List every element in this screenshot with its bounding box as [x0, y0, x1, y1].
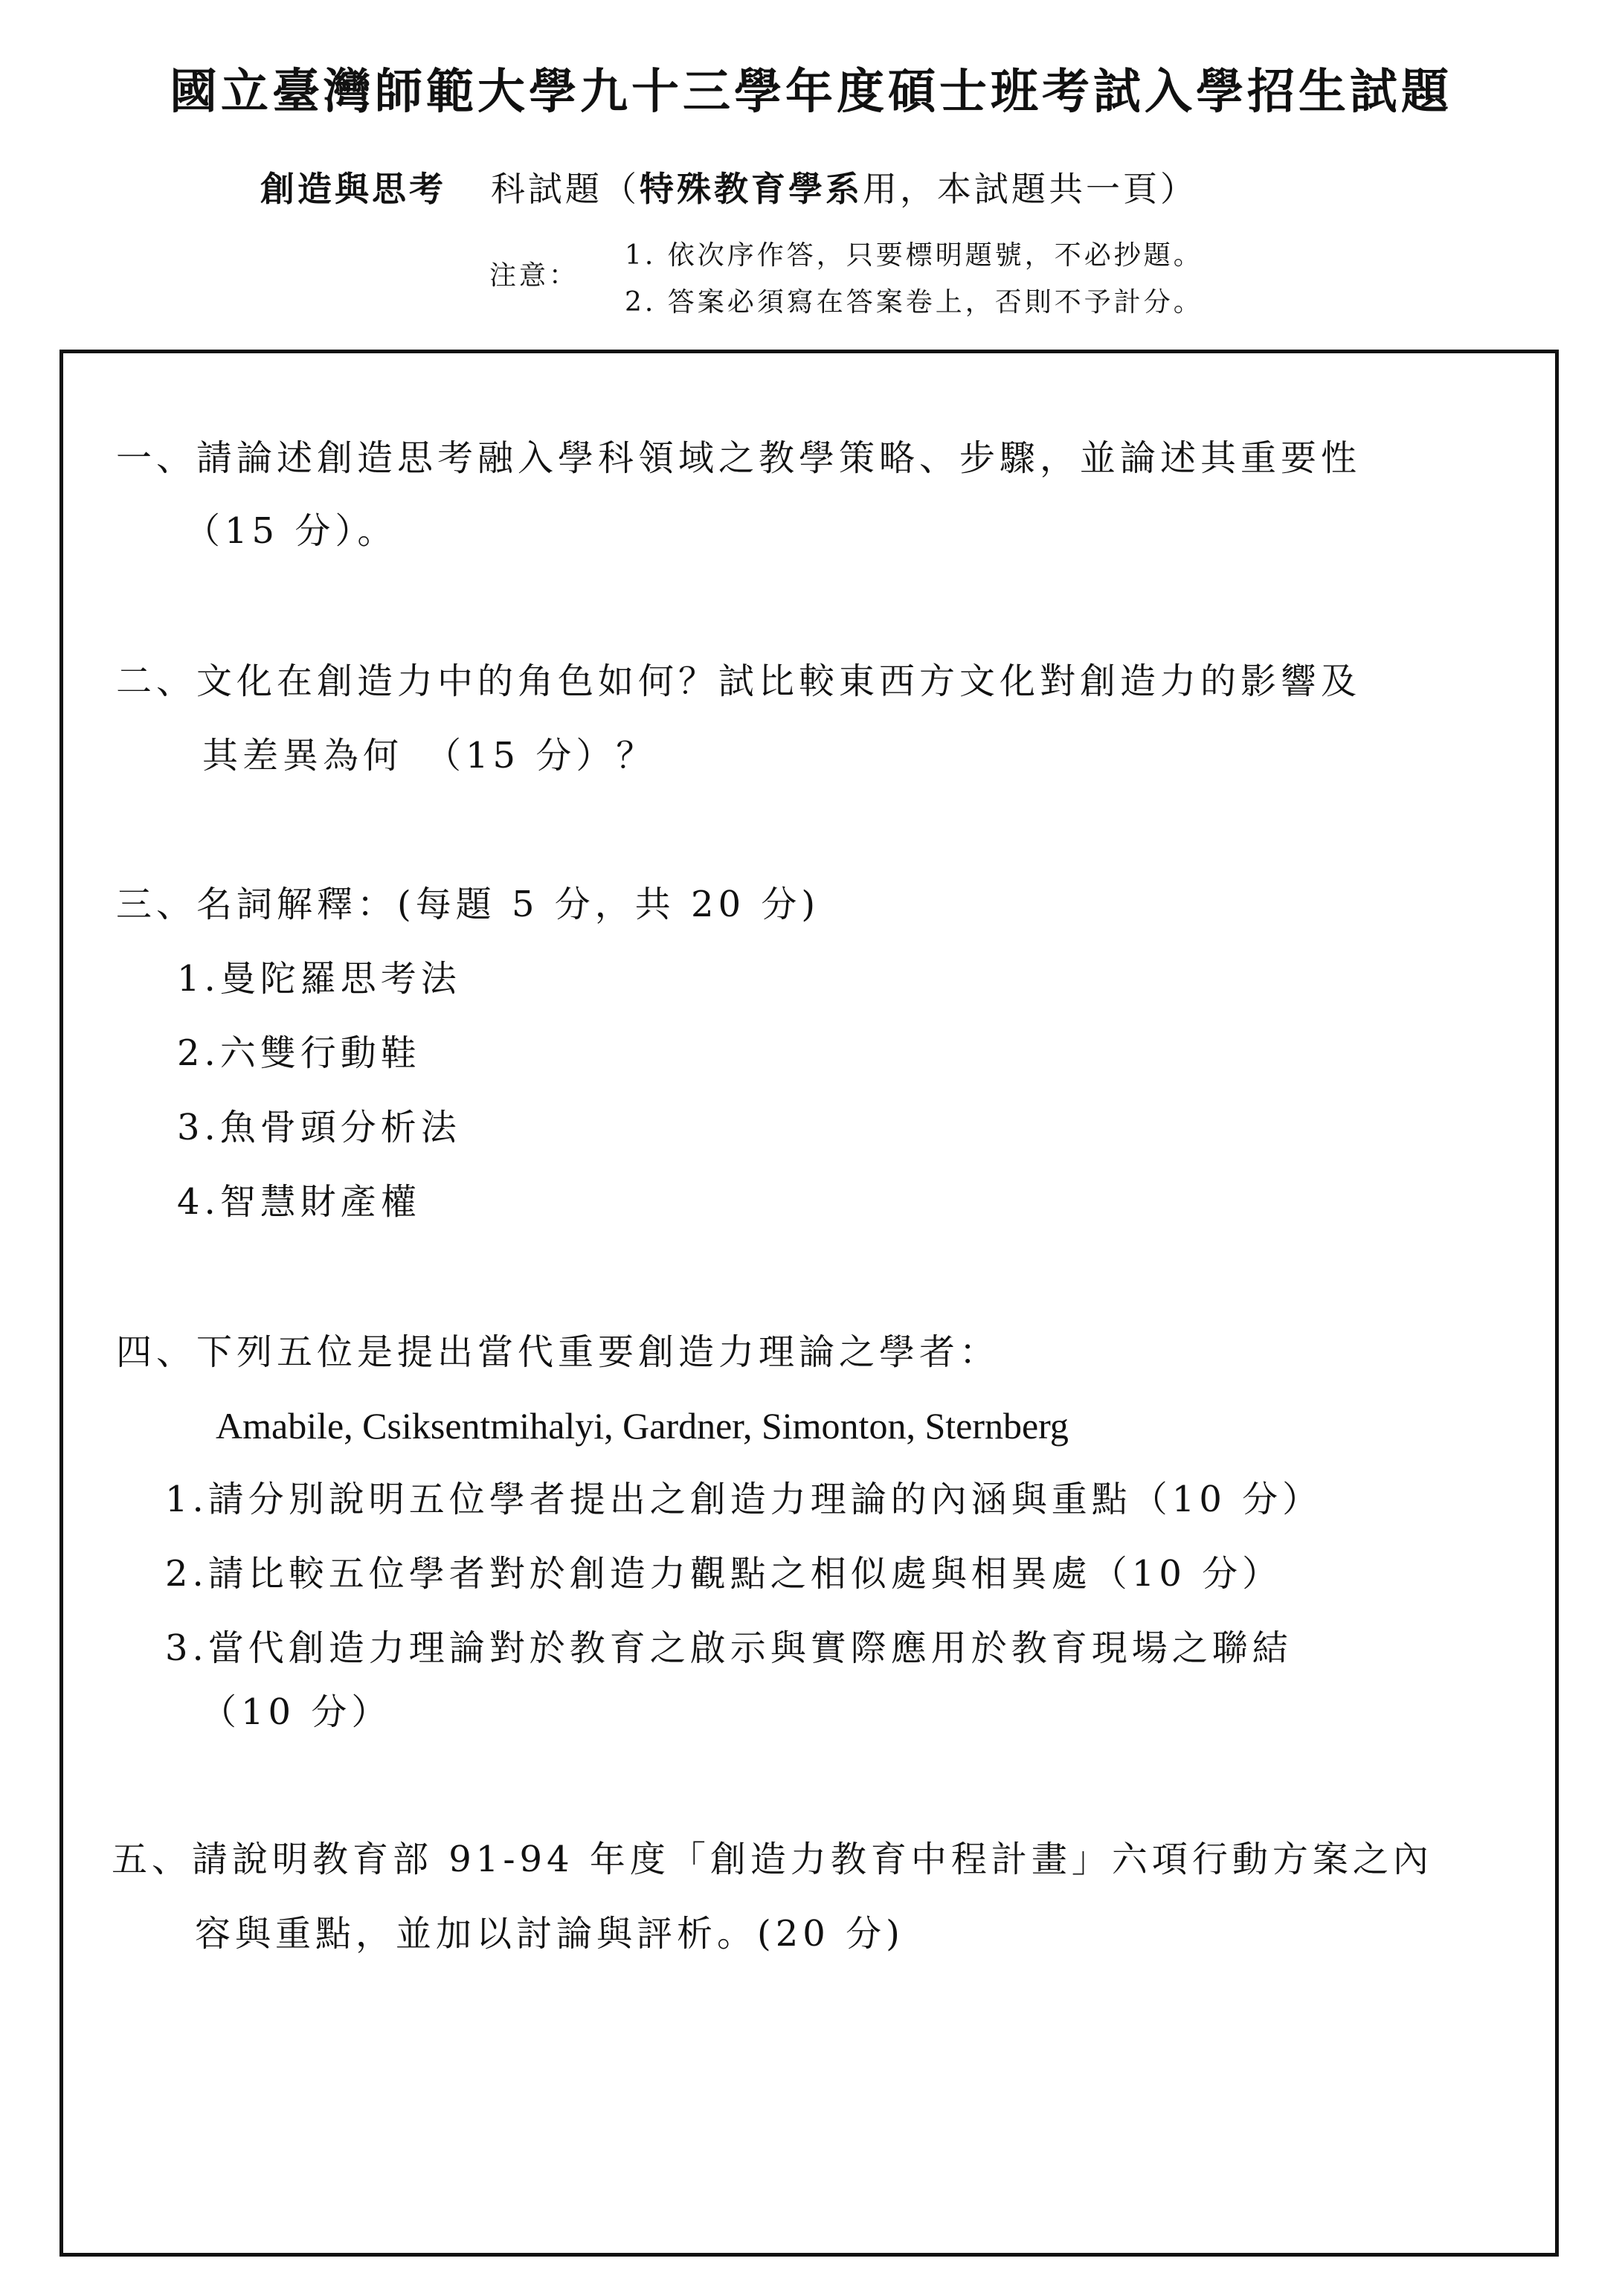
question-2-line-1: 二、文化在創造力中的角色如何？試比較東西方文化對創造力的影響及 — [116, 660, 1362, 702]
exam-subtitle — [260, 162, 1197, 211]
question-2-line-2: 其差異為何 （15 分）？ — [202, 735, 657, 776]
notice-item-1: 1. 依次序作答，只要標明題號，不必抄題。 — [625, 240, 1203, 271]
question-4-item-3: 3.當代創造力理論對於教育之啟示與實際應用於教育現場之聯結 — [165, 1627, 1293, 1669]
department-name: 特殊教育學系 — [640, 169, 863, 209]
notice-item-2: 2. 答案必須寫在答案卷上，否則不予計分。 — [625, 287, 1203, 318]
question-1-line-1: 一、請論述創造思考融入學科領域之教學策略、步驟，並論述其重要性 — [116, 437, 1362, 479]
question-3-heading: 三、名詞解釋：(每題 5 分，共 20 分) — [116, 884, 820, 925]
question-3-item-1: 1.曼陀羅思考法 — [177, 958, 461, 1000]
subject-name: 創造與思考 — [260, 169, 446, 209]
question-4-scholars: Amabile, Csiksentmihalyi, Gardner, Simonton, Sternberg — [216, 1405, 1069, 1447]
notice-label: 注意： — [489, 260, 579, 291]
question-4-item-2: 2.請比較五位學者對於創造力觀點之相似處與相異處（10 分） — [165, 1553, 1283, 1595]
question-frame — [59, 350, 1559, 2257]
question-4-heading: 四、下列五位是提出當代重要創造力理論之學者： — [116, 1331, 1000, 1373]
exam-title: 國立臺灣師範大學九十三學年度碩士班考試入學招生試題 — [170, 64, 1452, 120]
question-1-line-2: （15 分）。 — [184, 510, 398, 552]
question-4-item-3-continued: （10 分） — [201, 1691, 392, 1733]
subject-suffix: 科試題（ — [491, 169, 640, 209]
question-3-item-4: 4.智慧財產權 — [177, 1181, 421, 1223]
question-5-line-1: 五、請說明教育部 91-94 年度「創造力教育中程計畫」六項行動方案之內 — [112, 1839, 1433, 1880]
question-3-item-3: 3.魚骨頭分析法 — [177, 1107, 461, 1148]
question-5-line-2: 容與重點，並加以討論與評析。(20 分) — [195, 1913, 904, 1955]
subject-tail: 用，本試題共一頁） — [863, 169, 1197, 209]
question-3-item-2: 2.六雙行動鞋 — [177, 1032, 421, 1074]
question-4-item-1: 1.請分別說明五位學者提出之創造力理論的內涵與重點（10 分） — [165, 1479, 1323, 1520]
